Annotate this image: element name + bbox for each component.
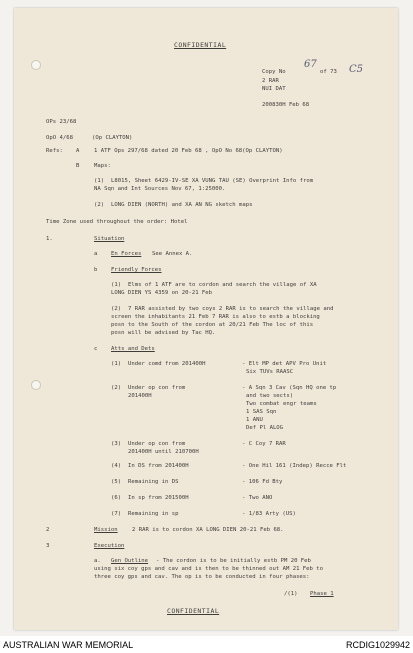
att-row-7-label: Remaining in sp — [128, 511, 179, 517]
s1-b2-line-2: screen the inhabitants 21 Feb 7 RAR is also to estb a blocking — [111, 314, 320, 320]
ref-b-text: Maps: — [94, 163, 111, 169]
copy-label: Copy No — [262, 69, 286, 75]
att-row-6-value: - Two ANO — [242, 495, 273, 501]
unit: 2 RAR — [262, 78, 279, 84]
att-row-6-label: In sp from 201500H — [128, 495, 189, 501]
s3-a-line-3: three coy gps and cav. The op is to be conducted in four phases: — [94, 574, 310, 580]
att-row-4-label: In DS from 201400H — [128, 463, 189, 469]
map-1-number: (1) — [94, 178, 105, 184]
s1-b2-line-1: 7 RAR assisted by two coys 2 RAR is to search the village and — [128, 306, 334, 312]
s3-a-letter: a. — [94, 558, 101, 564]
archive-reference: RCDIG1029942 — [345, 640, 410, 650]
att-row-2-value-4: 1 SAS Sqn — [246, 409, 277, 415]
location: NUI DAT — [262, 86, 286, 92]
s1-b2-line-3: posn to the South of the cordon at 20/21 Feb The loc of this — [111, 322, 314, 328]
section-1-number: 1. — [46, 236, 53, 242]
att-row-2-value-5: 1 ANU — [246, 417, 263, 423]
att-row-6-number: (6) — [111, 495, 122, 501]
att-row-5-label: Remaining in DS — [128, 479, 179, 485]
s1-b1-line-1: Elms of 1 ATF are to cordon and search the village of XA — [128, 282, 317, 288]
att-row-7-value: - 1/83 Arty (US) — [242, 511, 296, 517]
document-page — [14, 8, 398, 630]
section-2-number: 2 — [46, 527, 50, 533]
att-row-3-label-2: 201400H until 210700H — [128, 449, 199, 455]
archive-footer — [0, 636, 413, 653]
map-1-line-1: L8015, Sheet 6429-IV-SE XA VUNG TAU (SE) Overprint Info from — [111, 178, 314, 184]
date-time-group: 200830H Feb 68 — [262, 102, 310, 108]
att-row-1-value-1: - Elt MP det APV Pro Unit — [242, 361, 327, 367]
classification-bottom: CONFIDENTIAL — [167, 607, 220, 615]
section-2-title: Mission — [94, 527, 118, 533]
s1-c-letter: c — [94, 346, 98, 352]
att-row-3-number: (3) — [111, 441, 122, 447]
time-zone: Time Zone used throughout the order: Hotel — [46, 219, 188, 225]
continuation-number: /(1) — [284, 591, 298, 597]
att-row-1-number: (1) — [111, 361, 122, 367]
att-row-2-label-1: Under op con from — [128, 385, 186, 391]
s1-b-title: Friendly Forces — [111, 267, 162, 273]
ref-b-letter: B — [76, 163, 80, 169]
s3-a-title: Gen Outline — [111, 558, 149, 564]
att-row-1-value-2: Six TUVs RAASC — [246, 369, 294, 375]
att-row-7-number: (7) — [111, 511, 122, 517]
s1-b2-number: (2) — [111, 306, 122, 312]
copy-annotation-handwritten: C5 — [349, 64, 364, 75]
att-row-3-value: - C Coy 7 RAR — [242, 441, 286, 447]
section-3-number: 3 — [46, 543, 50, 549]
map-2-number: (2) — [94, 202, 105, 208]
section-1-title: Situation — [94, 236, 125, 242]
att-row-5-value: - 106 Fd Bty — [242, 479, 283, 485]
s1-b-letter: b — [94, 267, 98, 273]
s1-a-title: En Forces — [111, 251, 142, 257]
classification-top: CONFIDENTIAL — [174, 41, 227, 49]
s1-a-letter: a — [94, 251, 98, 257]
s1-b2-line-4: posn will be advised by Tac HQ. — [111, 330, 216, 336]
att-row-5-number: (5) — [111, 479, 122, 485]
ref-a-letter: A — [76, 148, 80, 154]
map-2-text: LONG DIEN (NORTH) and XA AN NG sketch maps — [111, 202, 253, 208]
att-row-2-value-3: Two combat engr teams — [246, 401, 317, 407]
att-row-2-value-1: - A Sqn 3 Cav (Sqn HQ one tp — [242, 385, 337, 391]
map-1-line-2: NA Sqn and Int Sources Nov 67, 1:25000. — [94, 186, 226, 192]
copy-number-handwritten: 67 — [304, 59, 317, 70]
s1-b1-line-2: LONG DIEN YS 4359 on 20-21 Feb — [111, 290, 213, 296]
punch-hole — [31, 60, 41, 70]
s3-a-line-2: using six coy gps and cav and is then to be thinned out AM 21 Feb to — [94, 566, 324, 572]
att-row-2-value-6: Def Pl ALOG — [246, 425, 284, 431]
s1-c-title: Atts and Dets — [111, 346, 155, 352]
punch-hole — [31, 380, 41, 390]
ref-a-text: 1 ATF Ops 297/68 dated 20 Feb 68 , OpO No 68(Op CLAYTON) — [94, 148, 283, 154]
att-row-2-number: (2) — [111, 385, 122, 391]
s1-b1-number: (1) — [111, 282, 122, 288]
copy-of: of 73 — [320, 69, 337, 75]
s3-a-line-1: - The cordon is to be initially estb PM 20 Feb — [156, 558, 311, 564]
section-2-text: 2 RAR is to cordon XA LONG DIEN 20-21 Feb 68. — [132, 527, 284, 533]
att-row-2-value-2: and two sects) — [246, 393, 294, 399]
att-row-4-number: (4) — [111, 463, 122, 469]
att-row-4-value: - One Hil 161 (Indep) Recce Flt — [242, 463, 347, 469]
section-3-title: Execution — [94, 543, 125, 549]
opo-name: (Op CLAYTON) — [92, 135, 133, 141]
refs-label: Refs: — [46, 148, 63, 154]
att-row-2-label-2: 201400H — [128, 393, 152, 399]
ops-reference: OPs 23/68 — [46, 119, 77, 125]
att-row-1-label: Under comd from 201400H — [128, 361, 206, 367]
opo-number: OpO 4/68 — [46, 135, 73, 141]
s1-a-text: See Annex A. — [152, 251, 193, 257]
continuation-title: Phase 1 — [310, 591, 334, 597]
att-row-3-label-1: Under op con from — [128, 441, 186, 447]
archive-name: AUSTRALIAN WAR MEMORIAL — [3, 640, 134, 650]
